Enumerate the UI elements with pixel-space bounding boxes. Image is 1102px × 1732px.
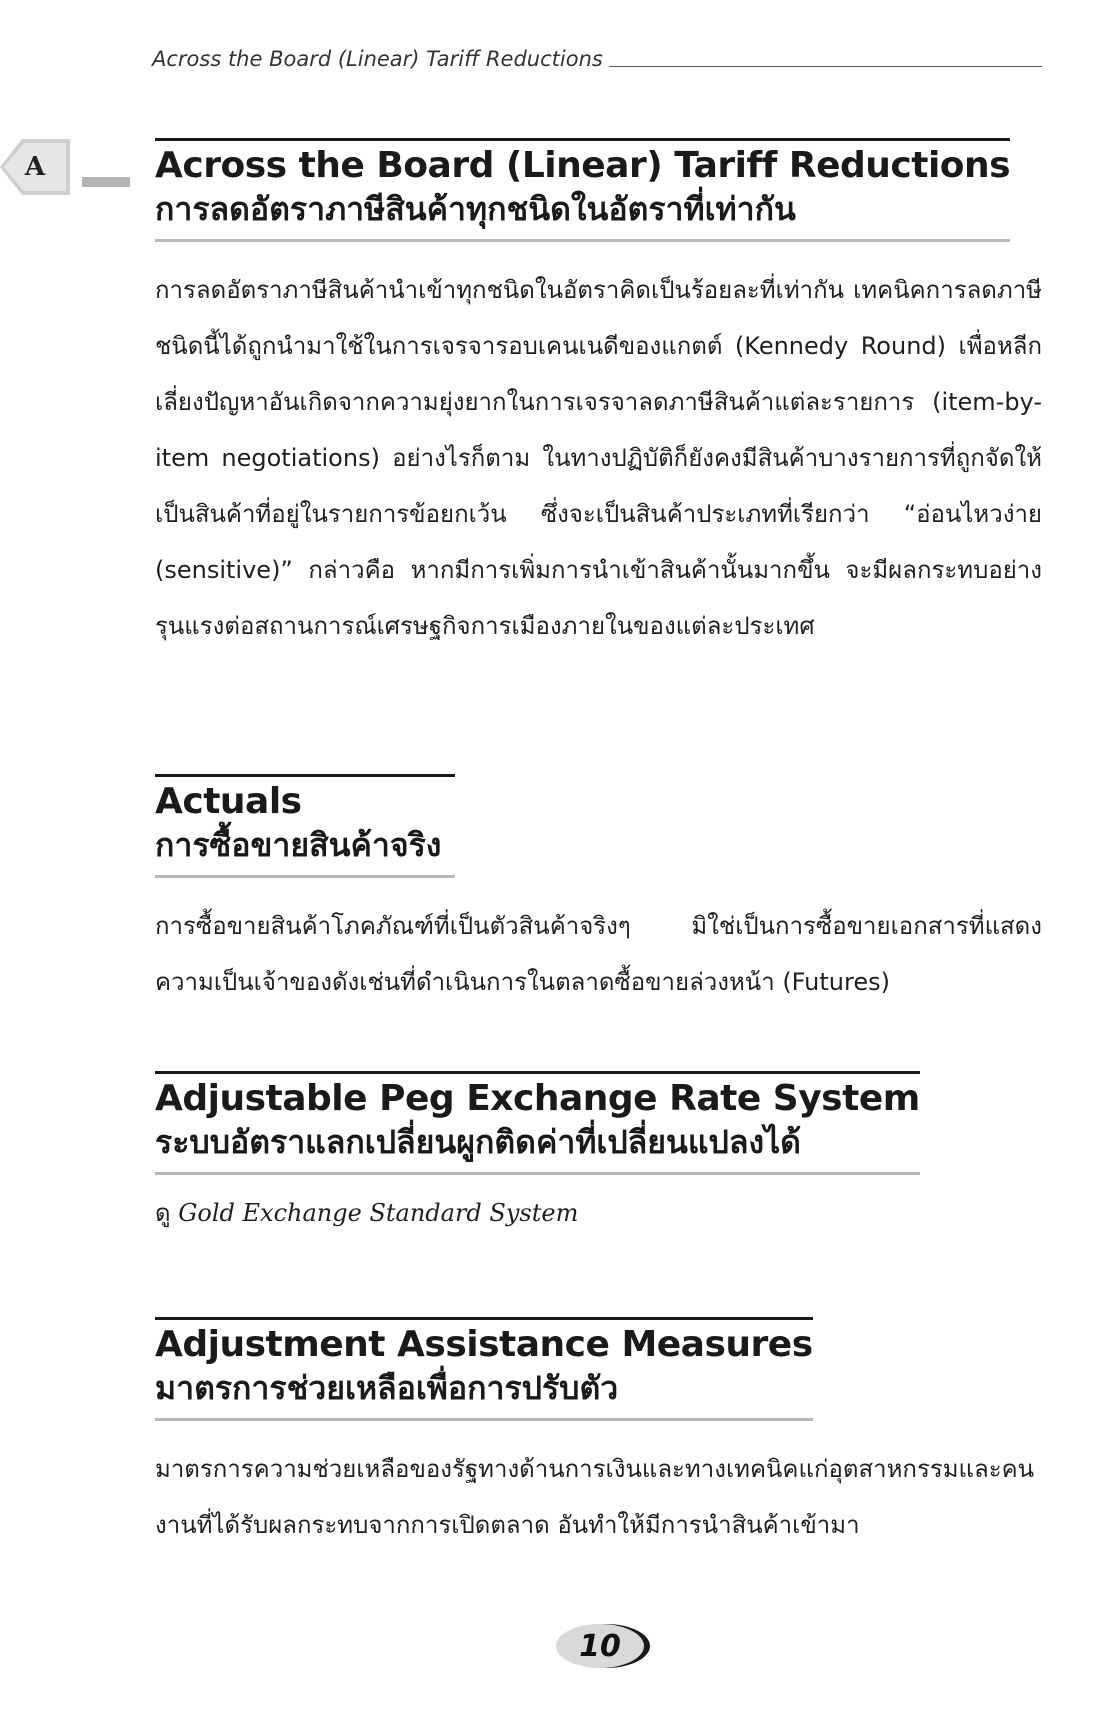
term-thai: ระบบอัตราแลกเปลี่ยนผูกติดค่าที่เปลี่ยนแปลงได้ [155,1123,801,1162]
entry-heading [155,774,455,878]
glossary-entry [155,1071,1042,1233]
glossary-entry [155,1317,1042,1553]
section-letter-tab [0,133,74,201]
term-english: Actuals [155,781,302,822]
section-letter: A [24,152,46,182]
term-english: Adjustment Assistance Measures [155,1324,813,1365]
section-tab-bar [82,177,130,187]
term-thai: มาตรการช่วยเหลือเพื่อการปรับตัว [155,1369,619,1408]
see-also-link[interactable]: Gold Exchange Standard System [178,1198,579,1227]
see-label: ดู [155,1198,171,1227]
page-number-badge [552,1620,656,1672]
entry-heading [155,1317,813,1421]
running-header-rule [609,66,1042,67]
page-number: 10 [579,1628,621,1664]
entry-heading [155,138,1010,242]
term-thai: การซื้อขายสินค้าจริง [155,826,442,865]
term-english: Adjustable Peg Exchange Rate System [155,1078,920,1119]
entry-definition: มาตรการความช่วยเหลือของรัฐทางด้านการเงินและทางเทคนิคแก่อุตสาหกรรมและคนงานที่ได้รับผลกระทบจากการเปิดตลาด อันทำให้มีการนำสินค้าเข้ามา [155,1454,1035,1539]
term-english: Across the Board (Linear) Tariff Reductions [155,145,1011,186]
heading-bottom-rule [155,1418,813,1421]
term-thai: การลดอัตราภาษีสินค้าทุกชนิดในอัตราที่เท่ากัน [155,190,796,229]
entry-definition: การลดอัตราภาษีสินค้านำเข้าทุกชนิดในอัตราคิดเป็นร้อยละที่เท่ากัน เทคนิคการลดภาษีชนิดนี้ได้ถูกนำมาใช้ในการเจรจารอบเคนเนดีของแกตต์ (Kennedy Round) เพื่อหลีกเลี่ยงปัญหาอันเกิดจากความยุ่งยากในการเจรจาลดภาษีสินค้าแต่ละรายการ (item-by-item negotiations) อย่างไรก็ตาม ในทางปฏิบัติก็ยังคงมีสินค้าบางรายการที่ถูกจัดให้เป็นสินค้าที่อยู่ในรายการข้อยกเว้น ซึ่งจะเป็นสินค้าประเภทที่เรียกว่า “อ่อนไหวง่าย (sensitive)” กล่าวคือ หากมีการเพิ่มการนำเข้าสินค้านั้นมากขึ้น จะมีผลกระทบอย่างรุนแรงต่อสถานการณ์เศรษฐกิจการเมืองภายในของแต่ละประเทศ [155,275,1042,640]
heading-bottom-rule [155,239,1010,242]
glossary-entry [155,138,1042,654]
running-header-title: Across the Board (Linear) Tariff Reductions [152,47,603,71]
entry-heading [155,1071,920,1175]
see-also-reference [155,1193,1042,1233]
glossary-entry [155,774,1042,1010]
heading-bottom-rule [155,875,455,878]
running-header [152,40,1042,70]
heading-bottom-rule [155,1172,920,1175]
entry-definition: การซื้อขายสินค้าโภคภัณฑ์ที่เป็นตัวสินค้าจริงๆ มิใช่เป็นการซื้อขายเอกสารที่แสดงความเป็นเจ้าของดังเช่นที่ดำเนินการในตลาดซื้อขายล่วงหน้า (Futures) [155,911,1042,996]
